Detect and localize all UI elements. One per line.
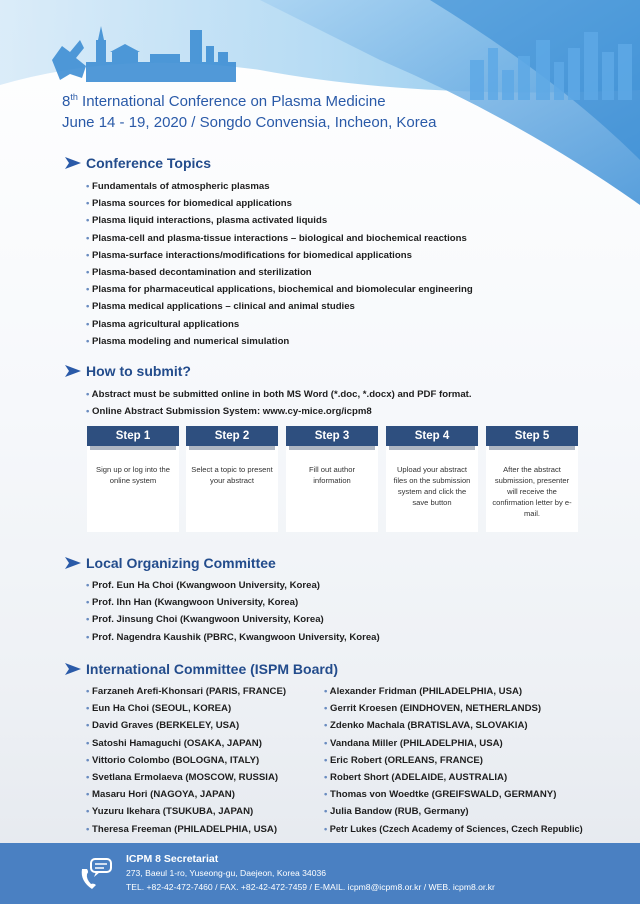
secretariat-contact: TEL. +82-42-472-7460 / FAX. +82-42-472-7459 / E-MAIL. icpm8@icpm8.or.kr / WEB. icpm8.or.kr bbox=[126, 882, 495, 892]
list-item: • Prof. Nagendra Kaushik (PBRC, Kwangwoon University, Korea) bbox=[86, 629, 380, 646]
local-committee-list bbox=[86, 577, 380, 646]
step-text: Fill out author information bbox=[308, 465, 355, 485]
intl-committee-heading: International Committee (ISPM Board) bbox=[64, 661, 338, 677]
list-item: • Theresa Freeman (PHILADELPHIA, USA) bbox=[86, 821, 286, 838]
list-item: • Farzaneh Arefi-Khonsari (PARIS, FRANCE) bbox=[86, 683, 286, 700]
list-item: • Zdenko Machala (BRATISLAVA, SLOVAKIA) bbox=[324, 717, 583, 734]
submit-list bbox=[86, 386, 472, 420]
list-item: • Vittorio Colombo (BOLOGNA, ITALY) bbox=[86, 752, 286, 769]
step-label: Step 4 bbox=[386, 426, 478, 446]
list-item: • Plasma liquid interactions, plasma activated liquids bbox=[86, 212, 473, 229]
topics-heading: Conference Topics bbox=[64, 155, 211, 171]
list-item: • Satoshi Hamaguchi (OSAKA, JAPAN) bbox=[86, 735, 286, 752]
list-item: • Vandana Miller (PHILADELPHIA, USA) bbox=[324, 735, 583, 752]
intl-committee-right-list bbox=[324, 683, 583, 838]
step-card-2 bbox=[186, 426, 278, 532]
step-label: Step 1 bbox=[87, 426, 179, 446]
list-item: • Online Abstract Submission System: www.cy-mice.org/icpm8 bbox=[86, 403, 472, 420]
step-text: Upload your abstract files on the submission system and click the save button bbox=[393, 465, 471, 507]
list-item: • Plasma-surface interactions/modifications for biomedical applications bbox=[86, 247, 473, 264]
list-item: • David Graves (BERKELEY, USA) bbox=[86, 717, 286, 734]
step-label: Step 3 bbox=[286, 426, 378, 446]
conference-title: 8th International Conference on Plasma Medicine bbox=[62, 92, 386, 110]
list-item: • Plasma-based decontamination and sterilization bbox=[86, 264, 473, 281]
list-item: • Plasma-cell and plasma-tissue interactions – biological and biochemical reactions bbox=[86, 230, 473, 247]
submit-heading: How to submit? bbox=[64, 363, 191, 379]
step-text: After the abstract submission, presenter will receive the confirmation letter by e-mail. bbox=[492, 465, 572, 518]
step-card-3 bbox=[286, 426, 378, 532]
list-item: • Eun Ha Choi (SEOUL, KOREA) bbox=[86, 700, 286, 717]
list-item: • Plasma sources for biomedical applications bbox=[86, 195, 473, 212]
list-item: • Gerrit Kroesen (EINDHOVEN, NETHERLANDS) bbox=[324, 700, 583, 717]
list-item: • Petr Lukes (Czech Academy of Sciences, Czech Republic) bbox=[324, 821, 583, 838]
step-label: Step 2 bbox=[186, 426, 278, 446]
arrow-icon bbox=[64, 156, 82, 170]
list-item: • Masaru Hori (NAGOYA, JAPAN) bbox=[86, 786, 286, 803]
conference-date-venue: June 14 - 19, 2020 / Songdo Convensia, Incheon, Korea bbox=[62, 114, 437, 131]
step-text: Sign up or log into the online system bbox=[96, 465, 170, 485]
step-label: Step 5 bbox=[486, 426, 578, 446]
list-item: • Julia Bandow (RUB, Germany) bbox=[324, 803, 583, 820]
list-item: • Prof. Eun Ha Choi (Kwangwoon University, Korea) bbox=[86, 577, 380, 594]
list-item: • Yuzuru Ikehara (TSUKUBA, JAPAN) bbox=[86, 803, 286, 820]
list-item: • Svetlana Ermolaeva (MOSCOW, RUSSIA) bbox=[86, 769, 286, 786]
secretariat-address: 273, Baeul 1-ro, Yuseong-gu, Daejeon, Korea 34036 bbox=[126, 868, 327, 878]
secretariat-footer bbox=[0, 843, 640, 904]
arrow-icon bbox=[64, 556, 82, 570]
list-item: • Fundamentals of atmospheric plasmas bbox=[86, 178, 473, 195]
list-item: • Prof. Ihn Han (Kwangwoon University, Korea) bbox=[86, 594, 380, 611]
intl-committee-left-list bbox=[86, 683, 286, 838]
list-item: • Robert Short (ADELAIDE, AUSTRALIA) bbox=[324, 769, 583, 786]
step-card-5 bbox=[486, 426, 578, 532]
phone-chat-icon bbox=[78, 857, 114, 891]
list-item: • Plasma for pharmaceutical applications, biochemical and biomolecular engineering bbox=[86, 281, 473, 298]
list-item: • Plasma medical applications – clinical and animal studies bbox=[86, 298, 473, 315]
arrow-icon bbox=[64, 662, 82, 676]
list-item: • Abstract must be submitted online in both MS Word (*.doc, *.docx) and PDF format. bbox=[86, 386, 472, 403]
topics-list bbox=[86, 178, 473, 350]
list-item: • Prof. Jinsung Choi (Kwangwoon University, Korea) bbox=[86, 611, 380, 628]
secretariat-name: ICPM 8 Secretariat bbox=[126, 853, 219, 865]
list-item: • Plasma agricultural applications bbox=[86, 316, 473, 333]
list-item: • Thomas von Woedtke (GREIFSWALD, GERMANY) bbox=[324, 786, 583, 803]
arrow-icon bbox=[64, 364, 82, 378]
list-item: • Plasma modeling and numerical simulation bbox=[86, 333, 473, 350]
list-item: • Eric Robert (ORLEANS, FRANCE) bbox=[324, 752, 583, 769]
step-card-4 bbox=[386, 426, 478, 532]
step-text: Select a topic to present your abstract bbox=[191, 465, 273, 485]
local-committee-heading: Local Organizing Committee bbox=[64, 555, 276, 571]
step-card-1 bbox=[87, 426, 179, 532]
list-item: • Alexander Fridman (PHILADELPHIA, USA) bbox=[324, 683, 583, 700]
